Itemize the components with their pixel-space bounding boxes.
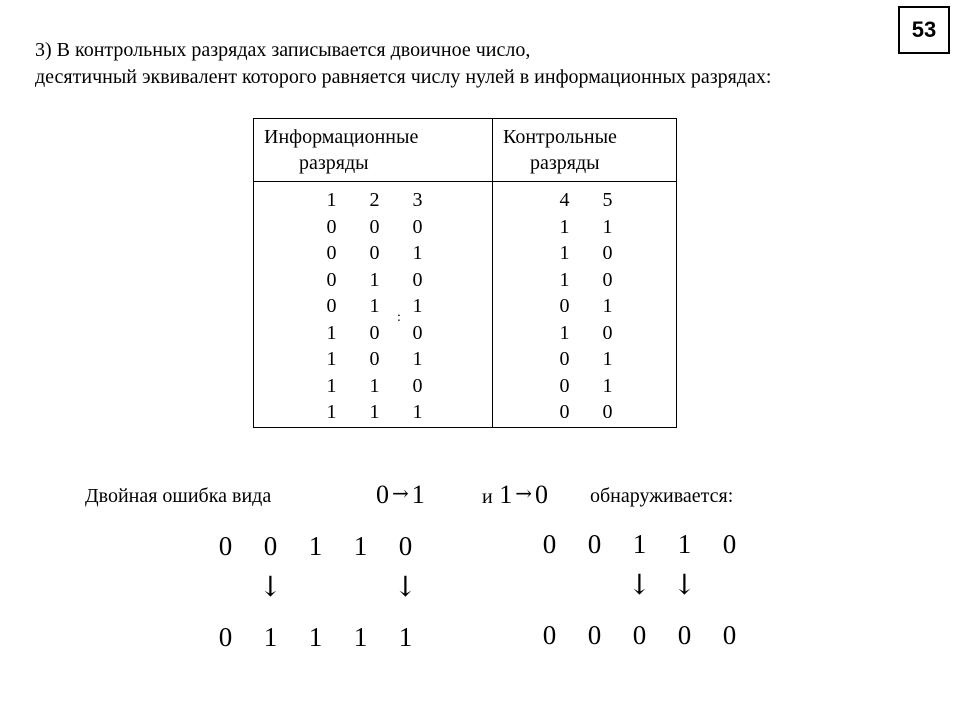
- bit-cell: 1: [369, 295, 380, 317]
- bit-cell: 0: [602, 242, 613, 264]
- bit-cell: 1: [369, 374, 380, 397]
- bit-cell: 1: [602, 348, 613, 370]
- digit: 1: [308, 531, 323, 561]
- down-arrow-icon: ↓: [627, 568, 652, 601]
- table-header-row: [254, 119, 677, 182]
- bit-cell: 1: [412, 242, 423, 264]
- digit: 0: [632, 620, 647, 650]
- formula-0-to-1: [376, 480, 425, 510]
- page-number: 53: [911, 17, 937, 42]
- info-header-line-2: разряды: [299, 152, 369, 174]
- formula-1-to-0: [482, 480, 548, 510]
- bit-cell: 0: [602, 321, 613, 344]
- bit-cell: 1: [602, 295, 613, 317]
- digit: 1: [677, 529, 692, 559]
- left-example-after: [203, 622, 428, 652]
- digit: 1: [353, 531, 368, 561]
- bit-cell: 5: [602, 189, 613, 211]
- bit-cell: 1: [559, 242, 570, 264]
- bit-cell: 1: [412, 401, 423, 423]
- digit: 1: [632, 529, 647, 559]
- right-example-before: [527, 529, 752, 559]
- down-arrow-icon: ↓: [672, 568, 697, 601]
- intro-line-1: 3) В контрольных разрядах записывается двоичное число,: [35, 39, 531, 61]
- bit-cell: 1: [559, 215, 570, 238]
- down-arrow-icon: [203, 572, 248, 602]
- conjunction: и: [482, 486, 493, 508]
- bit-cell: 1: [326, 374, 337, 397]
- bit-cell: 1: [412, 348, 423, 370]
- bit-cell: 0: [602, 401, 613, 423]
- bit-cell: 0: [326, 295, 337, 317]
- down-arrow-icon: [293, 572, 338, 602]
- bit-cell: 2: [369, 189, 380, 211]
- bit-cell: 0: [412, 268, 423, 291]
- bit-cell: 0: [326, 215, 337, 238]
- digit: 0: [542, 620, 557, 650]
- table-body-row: [254, 182, 677, 428]
- down-arrow-icon: ↓: [258, 570, 283, 603]
- bit-cell: 1: [559, 268, 570, 291]
- bit-cell: 0: [412, 321, 423, 344]
- formula-1-to-0-to: 0: [534, 480, 548, 509]
- bit-cell: 0: [559, 348, 570, 370]
- digit: 0: [722, 529, 737, 559]
- bits-table: [253, 118, 677, 428]
- digit: 0: [722, 620, 737, 650]
- left-example-before: [203, 531, 428, 561]
- digit: 0: [587, 620, 602, 650]
- bit-cell: 1: [326, 321, 337, 344]
- right-example-after: [527, 620, 752, 650]
- bit-cell: 0: [602, 268, 613, 291]
- bit-cell: 1: [412, 295, 423, 317]
- intro-line-2: десятичный эквивалент которого равняется числу нулей в информационных разрядах:: [35, 66, 772, 88]
- bit-cell: 1: [326, 348, 337, 370]
- right-arrow-icon: →: [392, 481, 409, 505]
- bit-cell: 1: [326, 189, 337, 211]
- bit-cell: 0: [559, 295, 570, 317]
- intro-paragraph: [35, 37, 915, 91]
- bit-cell: 1: [326, 401, 337, 423]
- bit-cell: 0: [326, 242, 337, 264]
- bit-cell: 0: [369, 321, 380, 344]
- digit: 1: [398, 622, 413, 652]
- bit-cell: 0: [326, 268, 337, 291]
- bit-cell: 0: [369, 242, 380, 264]
- down-arrow-icon: [527, 570, 572, 600]
- info-bits-grid: [254, 182, 492, 426]
- stray-colon-mark: :: [397, 310, 401, 325]
- ctrl-header-line-2: разряды: [530, 152, 600, 174]
- left-example-arrows: [203, 572, 428, 602]
- down-arrow-icon: [338, 572, 383, 602]
- digit: 1: [263, 622, 278, 652]
- digit: 0: [677, 620, 692, 650]
- bit-cell: 1: [369, 268, 380, 291]
- bit-cell: 0: [369, 348, 380, 370]
- bit-cell: 0: [412, 215, 423, 238]
- digit: 0: [398, 531, 413, 561]
- bit-cell: 1: [369, 401, 380, 423]
- digit: 1: [353, 622, 368, 652]
- digit: 0: [218, 622, 233, 652]
- bit-cell: 3: [412, 189, 423, 211]
- digit: 0: [218, 531, 233, 561]
- bit-cell: 1: [602, 374, 613, 397]
- digit: 0: [263, 531, 278, 561]
- detected-label: обнаруживается:: [590, 485, 734, 507]
- bit-cell: 0: [412, 374, 423, 397]
- bit-cell: 0: [559, 401, 570, 423]
- down-arrow-icon: [707, 570, 752, 600]
- ctrl-bits-grid: [493, 182, 676, 426]
- right-arrow-icon: →: [515, 481, 532, 505]
- down-arrow-icon: [572, 570, 617, 600]
- bit-cell: 1: [559, 321, 570, 344]
- down-arrow-icon: ↓: [393, 570, 418, 603]
- double-error-caption: Двойная ошибка вида: [85, 485, 272, 507]
- bit-cell: 0: [559, 374, 570, 397]
- bit-cell: 4: [559, 189, 570, 211]
- ctrl-header-cell: [493, 119, 677, 182]
- formula-1-to-0-from: 1: [499, 480, 513, 509]
- bit-cell: 0: [369, 215, 380, 238]
- ctrl-bits-cell: [493, 182, 677, 428]
- digit: 0: [542, 529, 557, 559]
- info-header-cell: [254, 119, 493, 182]
- bit-cell: 1: [602, 215, 613, 238]
- digit: 1: [308, 622, 323, 652]
- formula-0-to-1-from: 0: [376, 480, 389, 509]
- ctrl-header-line-1: Контрольные: [503, 126, 617, 148]
- right-example-arrows: [527, 570, 752, 600]
- digit: 0: [587, 529, 602, 559]
- formula-0-to-1-to: 1: [411, 480, 425, 509]
- info-bits-cell: [254, 182, 493, 428]
- info-header-line-1: Информационные: [264, 126, 419, 148]
